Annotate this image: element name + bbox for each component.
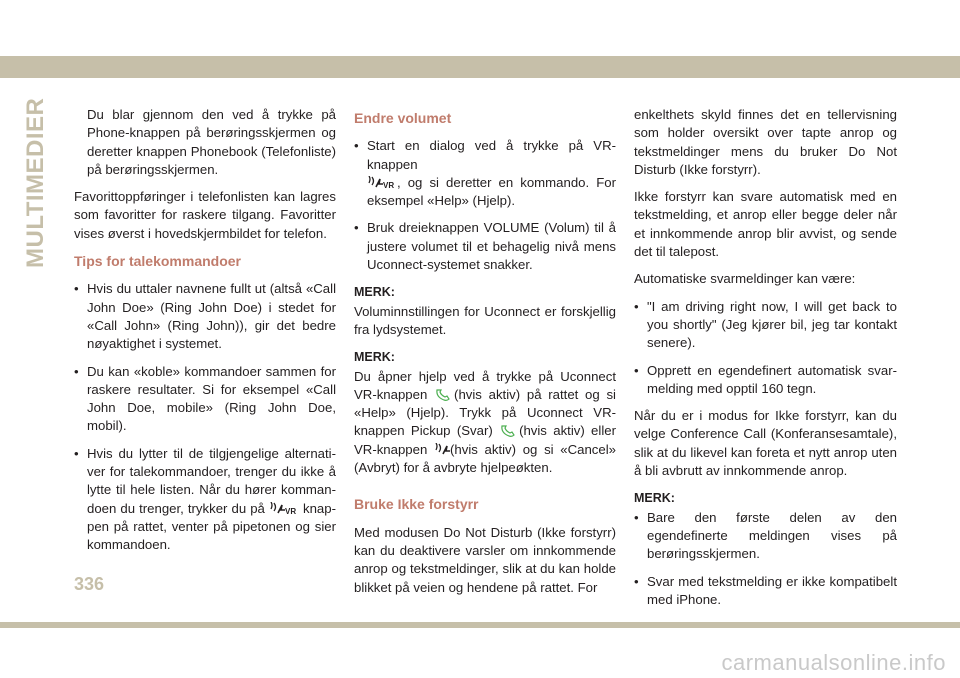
footer-band <box>0 622 960 628</box>
paragraph: Automatiske svarmeldinger kan være: <box>634 271 856 287</box>
list-item-text: "I am driving right now, I will get back to you shortly" (Jeg kjører bil, jeg tar kontakt senere). <box>647 298 897 351</box>
list-item-text: Opprett en egendefinert automatisk svarmelding med opptil 160 tegn. <box>647 362 897 396</box>
phone-pickup-icon <box>499 424 519 438</box>
paragraph: Med modusen Do Not Disturb (Ikke forstyrr) kan du deaktivere varsler om innkommende anrop og tekstmeldinger, slik at du kan holde blikket på veien og hendene på rattet. For <box>354 524 616 595</box>
list-item-text: , og si deretter en kommando. For eksempel «Help» (Hjelp). <box>367 174 616 209</box>
section-tab-label: MULTIMEDIER <box>22 97 49 268</box>
svg-text:VR: VR <box>383 180 395 190</box>
list-item-text: Start en dialog ved å trykke på VR-knappen <box>367 138 616 172</box>
vr-button-icon <box>367 176 397 190</box>
paragraph: Når du er i modus for Ikke forstyrr, kan du velge Conference Call (Konferansesamtale), slik at du likevel kan foreta et nytt anrop uten å bli avbrutt av innkommende anrop. <box>634 408 897 479</box>
bullet: • <box>634 573 639 589</box>
header-band <box>0 56 960 78</box>
list-item-text: Svar med tekstmelding er ikke kompatibelt med iPhone. <box>647 573 897 607</box>
note-text-part: Du åpner hjelp ved å trykke på Uconnect VR-knappen <box>354 368 616 402</box>
bullet: • <box>354 138 359 154</box>
note-text-part: (hvis aktiv) på rattet og si «Help» (Hjelp). Trykk på Uconnect VR-knappen Pickup (Svar) <box>354 386 616 439</box>
svg-text:VR: VR <box>284 506 297 516</box>
list-item-text: Bruk dreieknappen VOLUME (Volum) til å justere volumet til et behagelig nivå mens Uconnect-systemet snakker. <box>367 220 616 273</box>
bullet: • <box>634 509 639 525</box>
note-text <box>354 368 616 478</box>
note-label: MERK: <box>634 491 675 506</box>
watermark: carmanualsonline.info <box>721 650 946 675</box>
list-item <box>74 363 336 436</box>
bullet: • <box>74 281 79 297</box>
list-item <box>74 280 336 353</box>
section-tab <box>22 97 62 268</box>
section-heading: Endre volumet <box>354 110 452 126</box>
section-heading: Tips for talekommandoer <box>74 253 242 270</box>
list-item <box>634 298 897 353</box>
list-item <box>634 509 897 564</box>
note-text-part: (hvis aktiv) eller VR-knappen <box>354 423 616 457</box>
paragraph: enkelthets skyld finnes det en tellervisning som holder oversikt over tapte anrop og tekstmeldinger mens du bruker Do Not Disturb (Ikke forstyrr). <box>634 107 897 177</box>
page-number: 336 <box>74 574 105 594</box>
note-label: MERK: <box>354 350 395 365</box>
column-1 <box>74 106 336 564</box>
paragraph: Favorittoppføringer i telefonlisten kan lagres som favoritter for raskere tilgang. Favoritter vises øverst i hovedskjermbildet for telefon. <box>74 189 336 241</box>
bullet: • <box>74 363 79 379</box>
list-item <box>354 137 616 210</box>
column-3 <box>634 106 897 618</box>
paragraph: Ikke forstyrr kan svare automatisk med en tekstmelding, et anrop eller begge deler når et innkommende anrop blir avvist, og sende det til talepost. <box>634 189 897 260</box>
list-item-text: Hvis du uttaler navnene fullt ut (altså «Call John Doe» (Ring John Doe) i stedet for «Call John» (Ring John)), gir det bedre nøyaktighet i systemet. <box>87 281 336 352</box>
note-text: Voluminnstillingen for Uconnect er forskjellig fra lydsystemet. <box>354 303 616 337</box>
note-text-part: (hvis aktiv) og si «Cancel» (Avbryt) for å avbryte hjelpeøkten. <box>354 441 616 476</box>
bullet: • <box>634 298 639 314</box>
list-item <box>634 362 897 399</box>
list-item <box>634 573 897 610</box>
paragraph: Du blar gjennom den ved å trykke på Phone-knappen på berøringsskjermen og deretter knappen Phonebook (Telefonliste) på berøringsskjermen. <box>87 107 336 177</box>
list-item-text: Hvis du lytter til de tilgjengelige alternativer for talekommandoer, trenger du ikke å lytte til hele listen. Når du hører kommandoen du trenger, trykker du på <box>87 445 336 516</box>
list-item <box>354 219 616 274</box>
section-heading: Bruke Ikke forstyrr <box>354 496 479 513</box>
list-item-text: Du kan «koble» kommandoer sammen for raskere resultater. Si for eksempel «Call John Doe, mobile» (Ring John Doe, mobil). <box>87 363 336 434</box>
list-item-text: knappen på rattet, venter på pipetonen og sier kommandoen. <box>87 500 337 553</box>
list-item-text: Bare den første delen av den egendefinerte meldingen vises på berøringsskjermen. <box>647 509 897 562</box>
bullet: • <box>74 445 79 461</box>
bullet: • <box>634 362 639 378</box>
note-label: MERK: <box>354 285 395 300</box>
vr-button-icon <box>434 443 450 457</box>
list-item <box>74 445 336 555</box>
vr-button-icon <box>269 502 299 516</box>
phone-pickup-icon <box>434 388 454 402</box>
bullet: • <box>354 220 359 236</box>
column-2 <box>354 106 616 606</box>
